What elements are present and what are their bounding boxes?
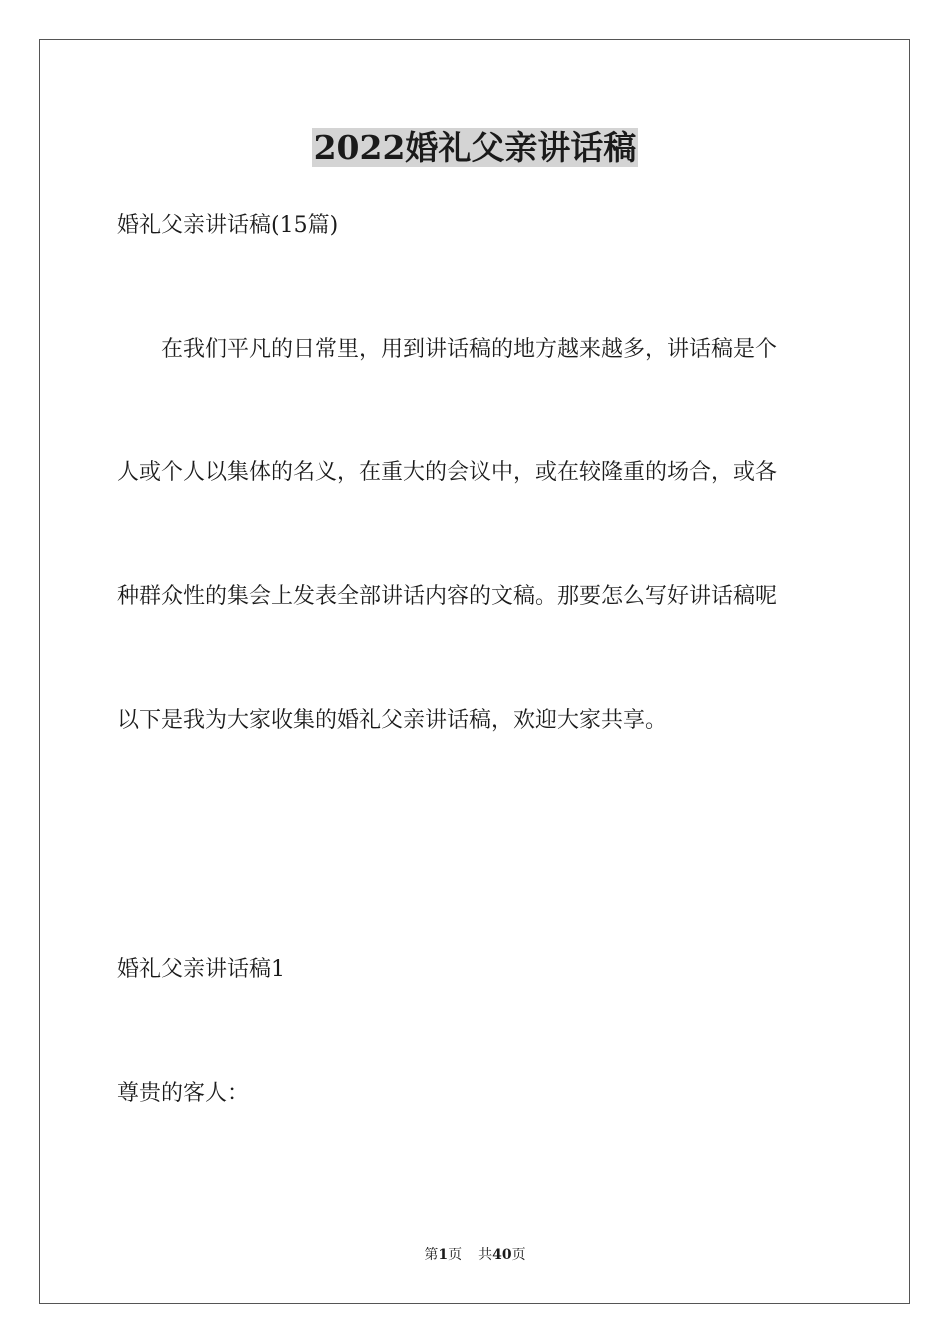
intro-line-3: 种群众性的集会上发表全部讲话内容的文稿。那要怎么写好讲话稿呢 — [117, 584, 778, 609]
document-title-text: 2022婚礼父亲讲话稿 — [313, 128, 637, 167]
footer-page-number: 1 — [438, 1247, 449, 1263]
intro-line-4: 以下是我为大家收集的婚礼父亲讲话稿，欢迎大家共享。 — [117, 708, 668, 733]
document-subtitle: 婚礼父亲讲话稿(15篇) — [117, 213, 339, 238]
footer-page-prefix: 第 — [424, 1247, 439, 1263]
intro-line-2: 人或个人以集体的名义，在重大的会议中，或在较隆重的场合，或各 — [117, 460, 778, 485]
intro-line-1: 在我们平凡的日常里，用到讲话稿的地方越来越多，讲话稿是个 — [117, 337, 778, 362]
footer-total-pages: 40 — [492, 1247, 512, 1263]
section-heading: 婚礼父亲讲话稿1 — [117, 957, 285, 982]
footer-total-suffix: 页 — [511, 1247, 526, 1263]
document-title — [0, 126, 950, 170]
footer-page-suffix: 页 — [448, 1247, 463, 1263]
page-footer — [0, 1246, 950, 1264]
footer-total-prefix: 共 — [478, 1247, 493, 1263]
salutation: 尊贵的客人： — [117, 1081, 250, 1106]
